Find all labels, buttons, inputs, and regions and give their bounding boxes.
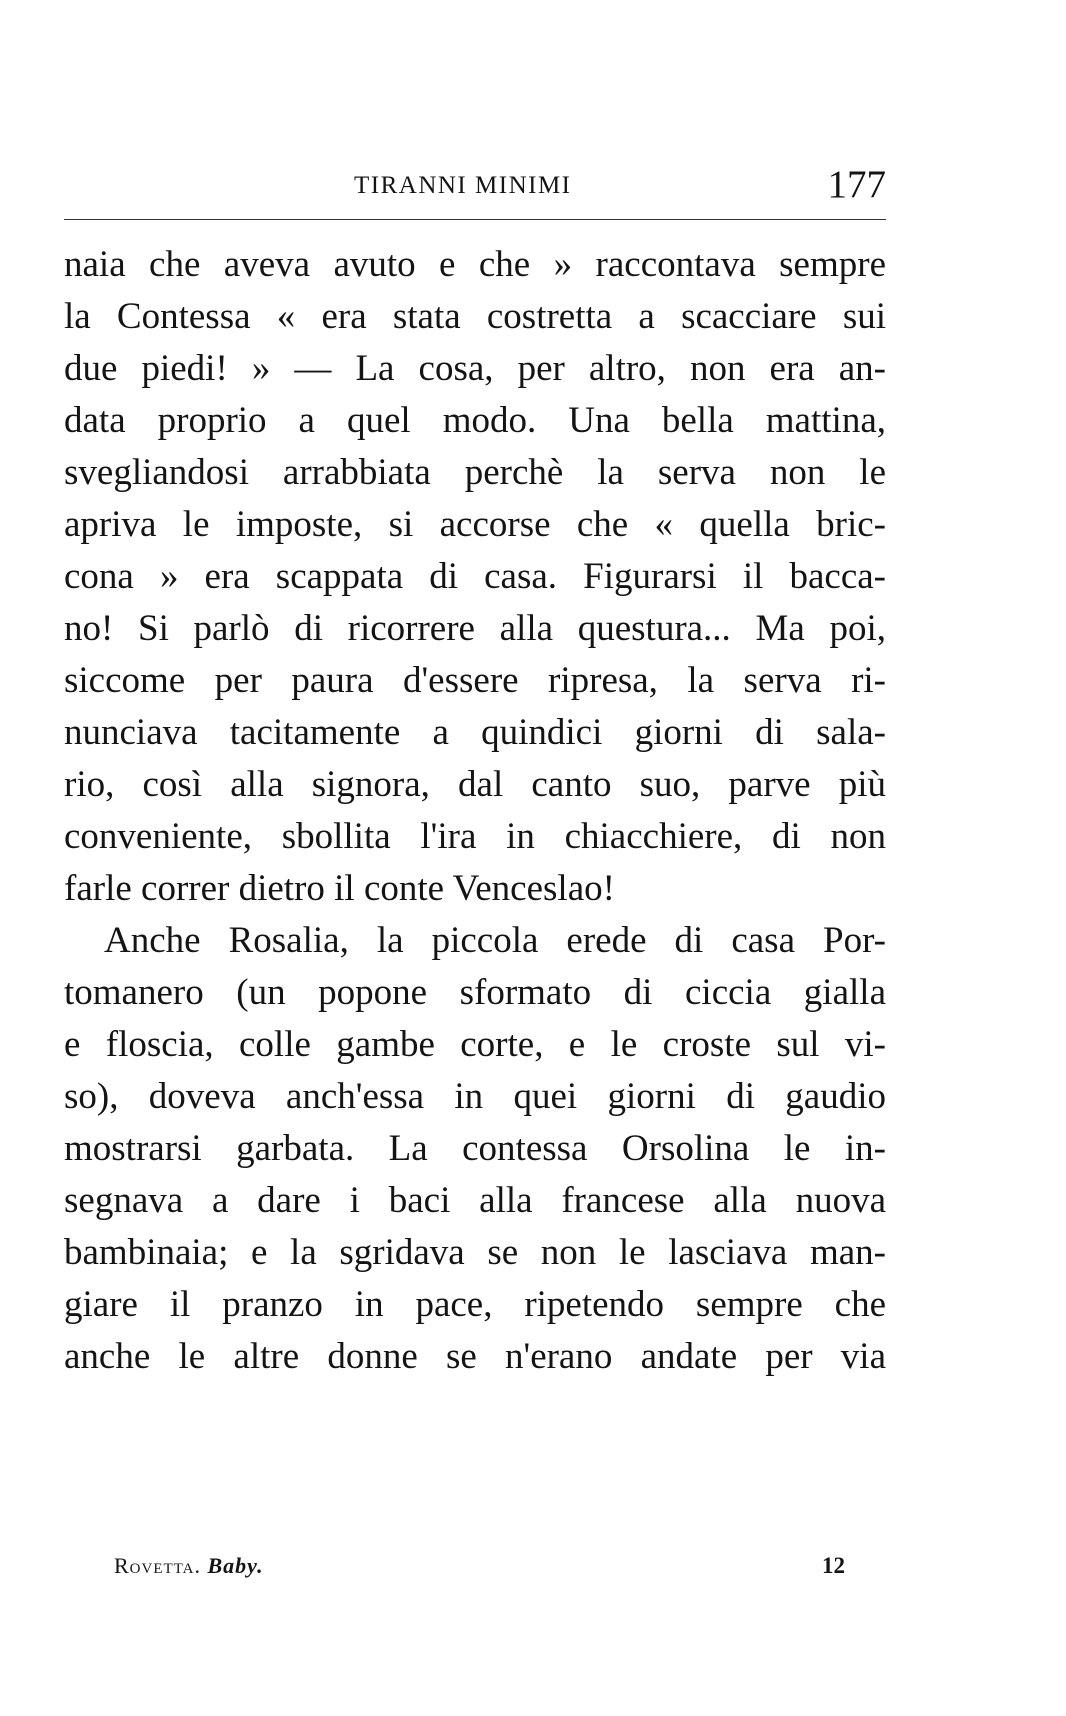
text-line: rio, così alla signora, dal canto suo, parve più: [64, 764, 886, 805]
header-rule: [64, 219, 886, 220]
text-line: conveniente, sbollita l'ira in chiacchiere, di non: [64, 816, 886, 857]
text-line: anche le altre donne se n'erano andate per via: [64, 1336, 886, 1377]
text-line: siccome per paura d'essere ripresa, la serva ri-: [64, 660, 886, 701]
text-line: no! Si parlò di ricorrere alla questura... Ma poi,: [64, 608, 886, 649]
text-line: giare il pranzo in pace, ripetendo sempre che: [64, 1284, 886, 1325]
text-line: data proprio a quel modo. Una bella mattina,: [64, 400, 886, 441]
text-line: cona » era scappata di casa. Figurarsi il bacca-: [64, 556, 886, 597]
text-line: nunciava tacitamente a quindici giorni di sala-: [64, 712, 886, 753]
text-line: la Contessa « era stata costretta a scacciare sui: [64, 296, 886, 337]
running-title: TIRANNI MINIMI: [354, 172, 572, 199]
text-line: svegliandosi arrabbiata perchè la serva non le: [64, 452, 886, 493]
footer-book-title: Baby.: [207, 1553, 264, 1578]
text-line: apriva le imposte, si accorse che « quella bric-: [64, 504, 886, 545]
text-line: e floscia, colle gambe corte, e le croste sul vi-: [64, 1024, 886, 1065]
text-line: so), doveva anch'essa in quei giorni di gaudio: [64, 1076, 886, 1117]
footer-sheet-number: 12: [822, 1553, 845, 1578]
page-number: 177: [827, 163, 886, 206]
text-line: due piedi! » — La cosa, per altro, non era an-: [64, 348, 886, 389]
running-head: [64, 162, 886, 222]
text-line: farle correr dietro il conte Venceslao!: [64, 868, 615, 909]
text-line: tomanero (un popone sformato di ciccia gialla: [64, 972, 886, 1013]
text-line: Anche Rosalia, la piccola erede di casa Por-: [104, 920, 886, 961]
footer-author: Rovetta.: [114, 1553, 201, 1578]
text-line: bambinaia; e la sgridava se non le lasciava man-: [64, 1232, 886, 1273]
text-line: mostrarsi garbata. La contessa Orsolina le in-: [64, 1128, 886, 1169]
text-line: naia che aveva avuto e che » raccontava sempre: [64, 244, 886, 285]
footer-signature: [114, 1553, 264, 1579]
text-line: segnava a dare i baci alla francese alla nuova: [64, 1180, 886, 1221]
